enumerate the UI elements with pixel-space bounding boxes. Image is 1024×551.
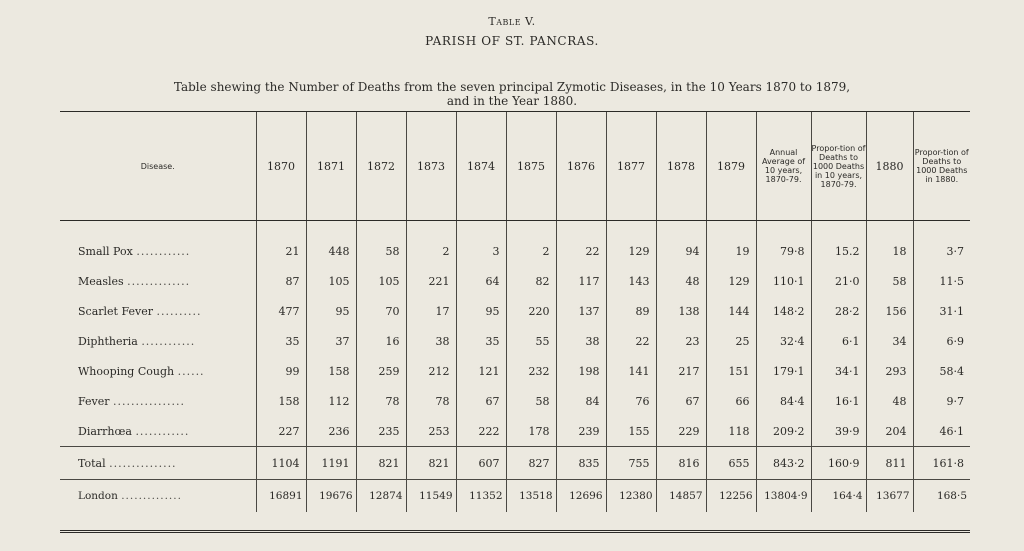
value-cell: 235 [356, 416, 406, 447]
header-proportion-1880: Propor-tion of Deaths to 1000 Deaths in 1880. [913, 112, 970, 221]
value-cell: 34·1 [811, 356, 866, 386]
deaths-table [60, 111, 970, 533]
disease-name: Total [78, 456, 106, 470]
value-cell: 84 [556, 386, 606, 416]
value-cell: 236 [306, 416, 356, 447]
value-cell: 155 [606, 416, 656, 447]
disease-name-cell [60, 480, 256, 513]
header-year: 1879 [706, 112, 756, 221]
value-cell: 110·1 [756, 266, 811, 296]
table-header-row [60, 112, 970, 221]
leader-dots: .............. [127, 274, 191, 288]
value-cell: 28·2 [811, 296, 866, 326]
value-cell: 15.2 [811, 236, 866, 266]
disease-name-cell [60, 386, 256, 416]
disease-name-cell [60, 236, 256, 266]
header-year: 1877 [606, 112, 656, 221]
table-description-line-2: and in the Year 1880. [446, 94, 578, 108]
value-cell: 448 [306, 236, 356, 266]
value-cell: 11·5 [913, 266, 970, 296]
value-cell: 161·8 [913, 447, 970, 480]
value-cell: 31·1 [913, 296, 970, 326]
value-cell: 70 [356, 296, 406, 326]
value-cell: 9·7 [913, 386, 970, 416]
value-cell: 148·2 [756, 296, 811, 326]
table-row [60, 386, 970, 416]
value-cell: 655 [706, 447, 756, 480]
header-year: 1871 [306, 112, 356, 221]
value-cell: 22 [606, 326, 656, 356]
value-cell: 13518 [506, 480, 556, 513]
value-cell: 137 [556, 296, 606, 326]
disease-name: London [78, 490, 118, 502]
leader-dots: ............... [109, 456, 177, 470]
disease-name: Diarrhœa [78, 424, 132, 438]
value-cell: 222 [456, 416, 506, 447]
value-cell: 12696 [556, 480, 606, 513]
value-cell: 21·0 [811, 266, 866, 296]
value-cell: 95 [306, 296, 356, 326]
disease-name: Fever [78, 394, 110, 408]
leader-dots: ............ [135, 424, 190, 438]
value-cell: 121 [456, 356, 506, 386]
table-row [60, 416, 970, 447]
value-cell: 129 [706, 266, 756, 296]
value-cell: 79·8 [756, 236, 811, 266]
value-cell: 99 [256, 356, 306, 386]
table-row [60, 326, 970, 356]
parish-title: PARISH OF ST. PANCRAS. [425, 34, 599, 48]
value-cell: 821 [356, 447, 406, 480]
value-cell: 168·5 [913, 480, 970, 513]
value-cell: 2 [506, 236, 556, 266]
value-cell: 811 [866, 447, 913, 480]
value-cell: 19 [706, 236, 756, 266]
value-cell: 16 [356, 326, 406, 356]
value-cell: 87 [256, 266, 306, 296]
disease-name-cell [60, 266, 256, 296]
value-cell: 13677 [866, 480, 913, 513]
value-cell: 16·1 [811, 386, 866, 416]
value-cell: 16891 [256, 480, 306, 513]
value-cell: 35 [256, 326, 306, 356]
value-cell: 13804·9 [756, 480, 811, 513]
value-cell: 14857 [656, 480, 706, 513]
value-cell: 178 [506, 416, 556, 447]
value-cell: 144 [706, 296, 756, 326]
value-cell: 138 [656, 296, 706, 326]
value-cell: 58 [356, 236, 406, 266]
table-row [60, 356, 970, 386]
value-cell: 755 [606, 447, 656, 480]
value-cell: 816 [656, 447, 706, 480]
value-cell: 58·4 [913, 356, 970, 386]
value-cell: 293 [866, 356, 913, 386]
value-cell: 34 [866, 326, 913, 356]
value-cell: 22 [556, 236, 606, 266]
value-cell: 48 [656, 266, 706, 296]
value-cell: 151 [706, 356, 756, 386]
value-cell: 253 [406, 416, 456, 447]
value-cell: 67 [656, 386, 706, 416]
value-cell: 160·9 [811, 447, 866, 480]
header-disease: Disease. [60, 112, 256, 221]
header-year-1880: 1880 [866, 112, 913, 221]
value-cell: 141 [606, 356, 656, 386]
value-cell: 158 [306, 356, 356, 386]
disease-name: Small Pox [78, 244, 133, 258]
leader-dots: ...... [177, 364, 205, 378]
header-annual-average: Annual Average of 10 years, 1870-79. [756, 112, 811, 221]
value-cell: 38 [556, 326, 606, 356]
value-cell: 477 [256, 296, 306, 326]
disease-name-cell [60, 356, 256, 386]
value-cell: 95 [456, 296, 506, 326]
value-cell: 67 [456, 386, 506, 416]
value-cell: 835 [556, 447, 606, 480]
value-cell: 58 [506, 386, 556, 416]
value-cell: 3·7 [913, 236, 970, 266]
leader-dots: .............. [121, 490, 182, 502]
value-cell: 118 [706, 416, 756, 447]
value-cell: 25 [706, 326, 756, 356]
value-cell: 164·4 [811, 480, 866, 513]
disease-name: Measles [78, 274, 124, 288]
table-row [60, 447, 970, 480]
value-cell: 1191 [306, 447, 356, 480]
table-number: Table V. [488, 15, 536, 28]
leader-dots: ............ [136, 244, 191, 258]
value-cell: 35 [456, 326, 506, 356]
value-cell: 23 [656, 326, 706, 356]
value-cell: 843·2 [756, 447, 811, 480]
value-cell: 209·2 [756, 416, 811, 447]
value-cell: 204 [866, 416, 913, 447]
value-cell: 46·1 [913, 416, 970, 447]
disease-name-cell [60, 326, 256, 356]
value-cell: 38 [406, 326, 456, 356]
header-year: 1878 [656, 112, 706, 221]
value-cell: 827 [506, 447, 556, 480]
value-cell: 39·9 [811, 416, 866, 447]
header-year: 1872 [356, 112, 406, 221]
value-cell: 129 [606, 236, 656, 266]
value-cell: 198 [556, 356, 606, 386]
value-cell: 112 [306, 386, 356, 416]
value-cell: 821 [406, 447, 456, 480]
table-row [60, 480, 970, 513]
value-cell: 48 [866, 386, 913, 416]
value-cell: 105 [306, 266, 356, 296]
value-cell: 105 [356, 266, 406, 296]
value-cell: 227 [256, 416, 306, 447]
value-cell: 12874 [356, 480, 406, 513]
value-cell: 220 [506, 296, 556, 326]
value-cell: 3 [456, 236, 506, 266]
value-cell: 21 [256, 236, 306, 266]
value-cell: 11352 [456, 480, 506, 513]
value-cell: 2 [406, 236, 456, 266]
disease-name: Diphtheria [78, 334, 138, 348]
value-cell: 11549 [406, 480, 456, 513]
value-cell: 76 [606, 386, 656, 416]
value-cell: 232 [506, 356, 556, 386]
value-cell: 12380 [606, 480, 656, 513]
value-cell: 32·4 [756, 326, 811, 356]
value-cell: 179·1 [756, 356, 811, 386]
value-cell: 217 [656, 356, 706, 386]
table-row [60, 236, 970, 266]
value-cell: 221 [406, 266, 456, 296]
header-year: 1873 [406, 112, 456, 221]
value-cell: 229 [656, 416, 706, 447]
value-cell: 12256 [706, 480, 756, 513]
value-cell: 55 [506, 326, 556, 356]
header-year: 1870 [256, 112, 306, 221]
value-cell: 143 [606, 266, 656, 296]
value-cell: 64 [456, 266, 506, 296]
value-cell: 94 [656, 236, 706, 266]
leader-dots: ............ [141, 334, 196, 348]
value-cell: 84·4 [756, 386, 811, 416]
header-year: 1875 [506, 112, 556, 221]
value-cell: 239 [556, 416, 606, 447]
value-cell: 158 [256, 386, 306, 416]
value-cell: 607 [456, 447, 506, 480]
value-cell: 78 [406, 386, 456, 416]
value-cell: 58 [866, 266, 913, 296]
value-cell: 212 [406, 356, 456, 386]
value-cell: 6·9 [913, 326, 970, 356]
table-row [60, 266, 970, 296]
header-year: 1876 [556, 112, 606, 221]
spacer-row [60, 221, 970, 237]
value-cell: 17 [406, 296, 456, 326]
value-cell: 19676 [306, 480, 356, 513]
header-year: 1874 [456, 112, 506, 221]
value-cell: 82 [506, 266, 556, 296]
value-cell: 78 [356, 386, 406, 416]
header-proportion-10-years: Propor-tion of Deaths to 1000 Deaths in 10 years, 1870-79. [811, 112, 866, 221]
disease-name-cell [60, 447, 256, 480]
value-cell: 6·1 [811, 326, 866, 356]
value-cell: 156 [866, 296, 913, 326]
value-cell: 117 [556, 266, 606, 296]
table-row [60, 296, 970, 326]
disease-name: Whooping Cough [78, 364, 175, 378]
value-cell: 37 [306, 326, 356, 356]
disease-name-cell [60, 296, 256, 326]
value-cell: 18 [866, 236, 913, 266]
value-cell: 66 [706, 386, 756, 416]
table-description-line-1: Table shewing the Number of Deaths from the seven principal Zymotic Diseases, in the 10 Years 1870 to 1879, [173, 80, 851, 94]
value-cell: 89 [606, 296, 656, 326]
disease-name: Scarlet Fever [78, 304, 153, 318]
leader-dots: .......... [156, 304, 202, 318]
value-cell: 259 [356, 356, 406, 386]
value-cell: 1104 [256, 447, 306, 480]
disease-name-cell [60, 416, 256, 447]
leader-dots: ................ [113, 394, 185, 408]
